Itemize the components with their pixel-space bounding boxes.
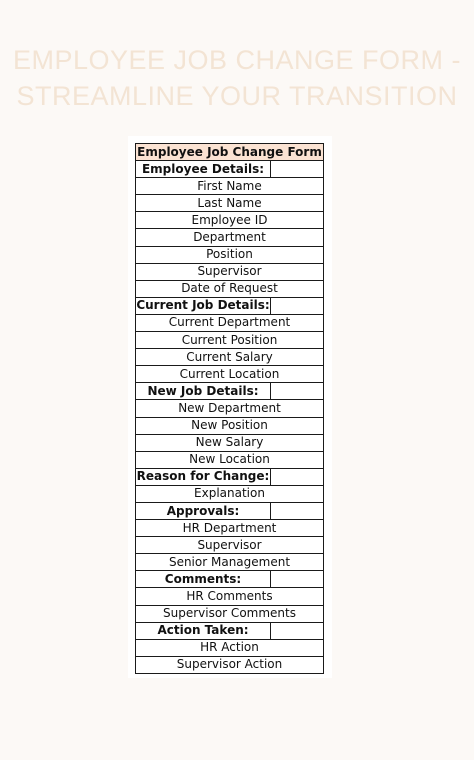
- field-label: Senior Management: [136, 554, 324, 571]
- field-label: Current Position: [136, 332, 324, 349]
- field-row: [136, 417, 324, 434]
- field-row: [136, 280, 324, 297]
- section-row: [136, 383, 324, 400]
- section-label: Reason for Change:: [136, 468, 271, 485]
- field-label: HR Comments: [136, 588, 324, 605]
- form-title-row: [136, 144, 324, 161]
- field-row: [136, 554, 324, 571]
- section-label: New Job Details:: [136, 383, 271, 400]
- field-row: [136, 263, 324, 280]
- section-row: [136, 468, 324, 485]
- field-row: [136, 349, 324, 366]
- field-row: [136, 639, 324, 656]
- field-label: New Location: [136, 451, 324, 468]
- field-label: HR Department: [136, 520, 324, 537]
- field-label: Last Name: [136, 195, 324, 212]
- field-label: Position: [136, 246, 324, 263]
- section-value-cell[interactable]: [271, 383, 324, 400]
- field-label: New Salary: [136, 434, 324, 451]
- field-label: Current Department: [136, 314, 324, 331]
- field-row: [136, 246, 324, 263]
- field-label: Supervisor Action: [136, 656, 324, 673]
- field-label: Supervisor: [136, 263, 324, 280]
- field-label: Explanation: [136, 485, 324, 502]
- field-row: [136, 314, 324, 331]
- field-row: [136, 588, 324, 605]
- field-row: [136, 520, 324, 537]
- field-label: Supervisor: [136, 537, 324, 554]
- section-label: Approvals:: [136, 502, 271, 519]
- section-label: Comments:: [136, 571, 271, 588]
- section-value-cell[interactable]: [271, 297, 324, 314]
- field-row: [136, 400, 324, 417]
- job-change-form-table: [135, 143, 324, 674]
- page-heading-line-1: EMPLOYEE JOB CHANGE FORM -: [12, 45, 462, 75]
- field-row: [136, 537, 324, 554]
- field-row: [136, 434, 324, 451]
- field-row: [136, 195, 324, 212]
- field-label: Department: [136, 229, 324, 246]
- section-label: Action Taken:: [136, 622, 271, 639]
- section-label: Employee Details:: [136, 161, 271, 178]
- field-label: New Position: [136, 417, 324, 434]
- field-label: Supervisor Comments: [136, 605, 324, 622]
- field-row: [136, 451, 324, 468]
- page-heading-line-2: STREAMLINE YOUR TRANSITION: [16, 81, 458, 111]
- field-row: [136, 178, 324, 195]
- section-value-cell[interactable]: [271, 502, 324, 519]
- field-row: [136, 366, 324, 383]
- field-row: [136, 485, 324, 502]
- section-row: [136, 622, 324, 639]
- section-value-cell[interactable]: [271, 571, 324, 588]
- field-label: Employee ID: [136, 212, 324, 229]
- field-label: Current Location: [136, 366, 324, 383]
- page-heading: [0, 42, 474, 114]
- field-label: Date of Request: [136, 280, 324, 297]
- field-row: [136, 605, 324, 622]
- field-label: Current Salary: [136, 349, 324, 366]
- form-title: Employee Job Change Form: [136, 144, 324, 161]
- section-row: [136, 502, 324, 519]
- section-row: [136, 571, 324, 588]
- field-row: [136, 229, 324, 246]
- section-label: Current Job Details:: [136, 297, 271, 314]
- section-row: [136, 297, 324, 314]
- section-value-cell[interactable]: [271, 622, 324, 639]
- field-row: [136, 656, 324, 673]
- section-value-cell[interactable]: [271, 161, 324, 178]
- field-label: First Name: [136, 178, 324, 195]
- field-label: New Department: [136, 400, 324, 417]
- field-row: [136, 332, 324, 349]
- section-row: [136, 161, 324, 178]
- section-value-cell[interactable]: [271, 468, 324, 485]
- field-row: [136, 212, 324, 229]
- field-label: HR Action: [136, 639, 324, 656]
